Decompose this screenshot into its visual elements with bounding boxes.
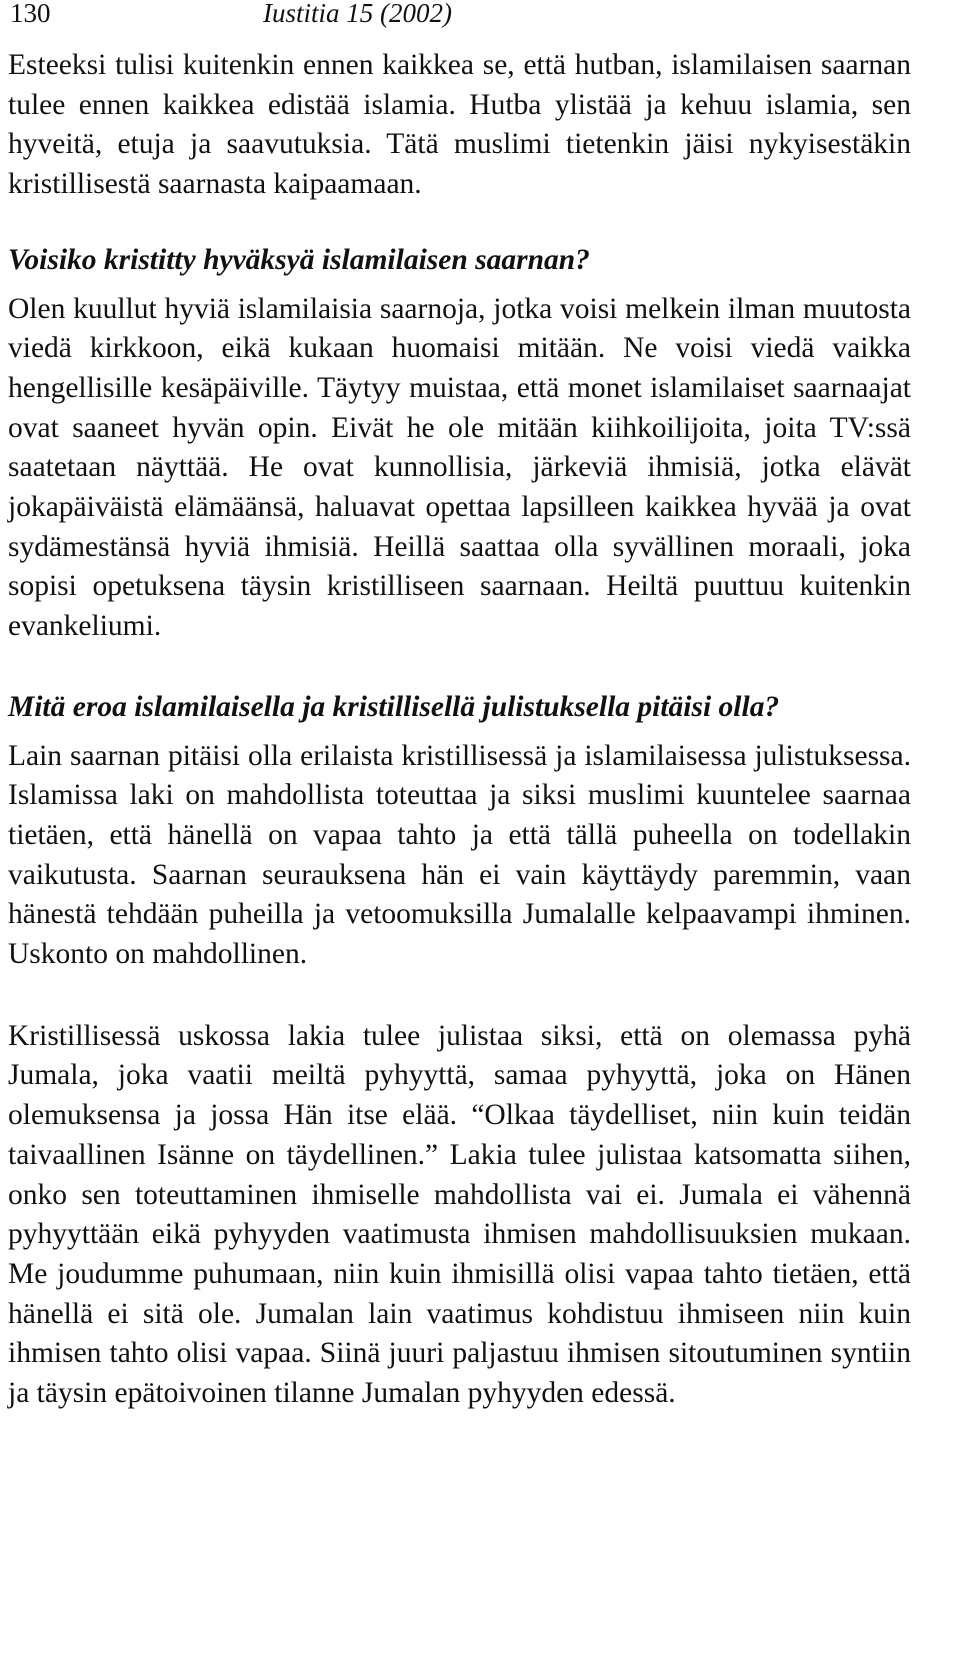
document-page <box>8 0 911 1414</box>
paragraph-law-preaching: Lain saarnan pitäisi olla erilaista kristillisessä ja islamilaisessa julistuksessa. Islamissa laki on mahdollista toteuttaa ja siksi muslimi kuuntelee saarnaa tietäen, että hänellä on vapaa tahto ja että tällä puheella on todellakin vaikutusta. Saarnan seurauksena hän ei vain käyttäydy paremmin, vaan hänestä tehdään puheilla ja vetoomuksilla Jumalalle kelpaavampi ihminen. Uskonto on mahdollinen. <box>8 739 911 971</box>
paragraph-christian-faith: Kristillisessä uskossa lakia tulee julistaa siksi, että on olemassa pyhä Jumala, joka vaatii meiltä pyhyyttä, samaa pyhyyttä, joka on Hänen olemuksensa ja jossa Hän itse elää. “Olkaa täydelliset, niin kuin teidän taivaallinen Isänne on täydellinen.” Lakia tulee julistaa katsomatta siihen, onko sen toteuttaminen ihmiselle mahdollista vai ei. Jumala ei vähennä pyhyyttään eikä pyhyyden vaatimusta ihmisen mahdollisuuksien mukaan. Me joudumme puhumaan, niin kuin ihmisillä olisi vapaa tahto tietäen, että hänellä ei sitä ole. Jumalan lain vaatimus kohdistuu ihmiseen niin kuin ihmisen tahto olisi vapaa. Siinä juuri paljastuu ihmisen sitoutuminen syntiin ja täysin epätoivoinen tilanne Jumalan pyhyyden edessä. <box>8 1019 911 1410</box>
spacer <box>8 647 911 688</box>
spacer <box>8 975 911 1017</box>
page-number: 130 <box>10 0 51 28</box>
paragraph-intro: Esteeksi tulisi kuitenkin ennen kaikkea se, että hutban, islamilaisen saarnan tulee ennen kaikkea edistää islamia. Hutba ylistää ja kehuu islamia, sen hyveitä, etuja ja saavutuksia. Tätä muslimi tietenkin jäisi nykyisestäkin kristillisestä saarnasta kaipaamaan. <box>8 49 911 201</box>
spacer <box>8 281 911 290</box>
subheading-accept-saarna: Voisiko kristitty hyväksyä islamilaisen saarnan? <box>8 243 590 276</box>
journal-title: Iustitia 15 (2002) <box>263 0 452 28</box>
paragraph-good-sermons: Olen kuullut hyviä islamilaisia saarnoja, jotka voisi melkein ilman muutosta viedä kirkkoon, eikä kukaan huomaisi mitään. Ne voisi viedä vaikka hengellisille kesäpäiville. Täytyy muistaa, että monet islamilaiset saarnaajat ovat saaneet hyvän opin. Eivät he ole mitään kiihkoilijoita, joita TV:ssä saatetaan näyttää. He ovat kunnollisia, järkeviä ihmisiä, jotka elävät jokapäiväistä elämäänsä, haluavat opettaa lapsilleen kaikkea hyvää ja ovat sydämestänsä hyviä ihmisiä. Heillä saattaa olla syvällinen moraali, joka sopisi opetuksena täysin kristilliseen saarnaan. Heiltä puuttuu kuitenkin evankeliumi. <box>8 292 911 643</box>
subheading-difference: Mitä eroa islamilaisella ja kristillisellä julistuksella pitäisi olla? <box>8 690 780 723</box>
spacer <box>8 728 911 737</box>
spacer <box>8 205 911 241</box>
running-header <box>8 0 911 46</box>
